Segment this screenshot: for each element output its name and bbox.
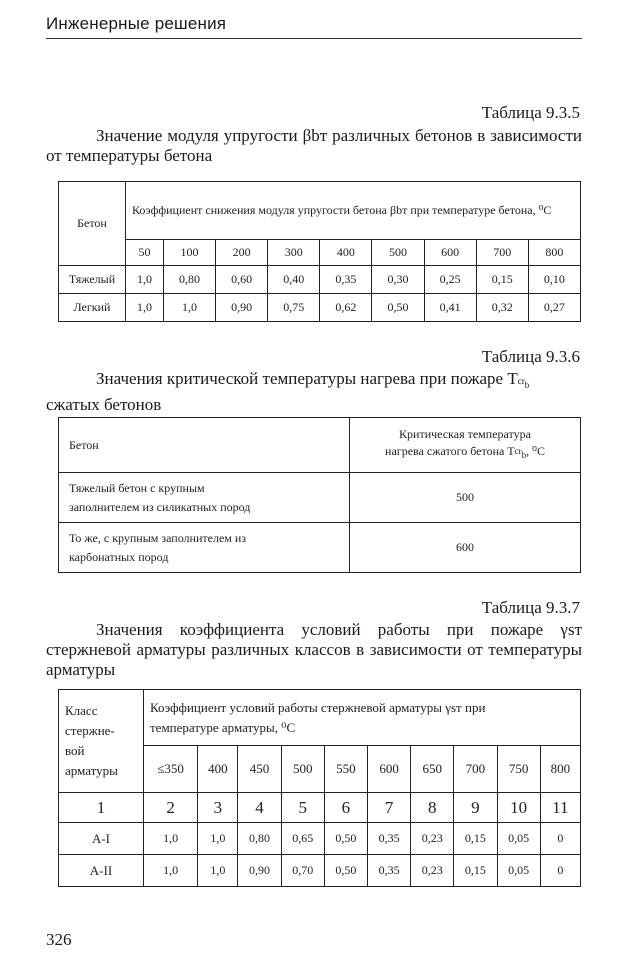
table-9-3-6 bbox=[58, 417, 581, 573]
t1-temp: 800 bbox=[528, 240, 580, 266]
t2-cell: 600 bbox=[350, 523, 581, 573]
t3-cell: 0,70 bbox=[281, 855, 324, 887]
t1-temps-row bbox=[59, 240, 581, 266]
t1-temp: 400 bbox=[320, 240, 372, 266]
t3-cell: 0,65 bbox=[281, 823, 324, 855]
t3-cell: 0,05 bbox=[497, 823, 540, 855]
t3-header-coef bbox=[144, 690, 581, 746]
t3-header-class bbox=[59, 690, 144, 793]
t1-cell: 0,90 bbox=[216, 294, 268, 322]
t1-temp: 100 bbox=[163, 240, 215, 266]
t3-cell: 1,0 bbox=[198, 823, 238, 855]
t3-index: 8 bbox=[411, 793, 454, 823]
t1-temp: 700 bbox=[476, 240, 528, 266]
table3-caption-text: Значения коэффициента условий работы при пожаре γsт стержневой арматуры различных классов в зависимости от температуры арматуры bbox=[46, 620, 582, 679]
t3-temp: ≤350 bbox=[144, 746, 198, 793]
t3-index: 4 bbox=[238, 793, 281, 823]
t3-class-line: арматуры bbox=[65, 763, 118, 778]
t1-cell: 0,62 bbox=[320, 294, 372, 322]
t2-header-temp-line1: Критическая температура bbox=[399, 426, 531, 441]
t3-class-line: Класс bbox=[65, 703, 98, 718]
t1-temp: 50 bbox=[126, 240, 164, 266]
t3-temp: 750 bbox=[497, 746, 540, 793]
t1-cell: 0,15 bbox=[476, 266, 528, 294]
t1-cell: 0,32 bbox=[476, 294, 528, 322]
t3-index: 1 bbox=[59, 793, 144, 823]
t2-header-concrete: Бетон bbox=[59, 418, 350, 473]
t3-index: 3 bbox=[198, 793, 238, 823]
t3-cell: 0 bbox=[540, 823, 580, 855]
t2-row-line1: То же, с крупным заполнителем из bbox=[69, 530, 247, 545]
t3-cell: 0,90 bbox=[238, 855, 281, 887]
t3-class-line: вой bbox=[65, 743, 85, 758]
t3-cell: 0,50 bbox=[324, 823, 367, 855]
table1-caption-text: Значение модуля упругости βbт различных бетонов в зависимости от температуры бетона bbox=[46, 126, 582, 165]
t3-header-coef-line1: Коэффициент условий работы стержневой арматуры γsт при bbox=[150, 699, 486, 715]
t3-index: 7 bbox=[367, 793, 410, 823]
t3-temp: 600 bbox=[367, 746, 410, 793]
t3-temp: 700 bbox=[454, 746, 497, 793]
t2-header-unit: , ⁰С bbox=[526, 443, 545, 458]
t1-cell: 0,27 bbox=[528, 294, 580, 322]
t1-row-name: Легкий bbox=[59, 294, 126, 322]
t3-temp: 800 bbox=[540, 746, 580, 793]
t3-index: 2 bbox=[144, 793, 198, 823]
t3-cell: 0,80 bbox=[238, 823, 281, 855]
t3-temp: 650 bbox=[411, 746, 454, 793]
t1-cell: 0,60 bbox=[216, 266, 268, 294]
t2-row-line1: Тяжелый бетон с крупным bbox=[69, 480, 205, 495]
t1-cell: 0,75 bbox=[268, 294, 320, 322]
table3-caption bbox=[46, 620, 582, 680]
table2-caption-line2: сжатых бетонов bbox=[46, 395, 162, 415]
t1-cell: 0,80 bbox=[163, 266, 215, 294]
t3-cell: 0,35 bbox=[367, 823, 410, 855]
t3-cell: 1,0 bbox=[144, 855, 198, 887]
table2-number: Таблица 9.3.6 bbox=[481, 347, 580, 366]
table-9-3-7 bbox=[58, 689, 581, 887]
t3-cell: 0,15 bbox=[454, 823, 497, 855]
t3-cell: 0,23 bbox=[411, 823, 454, 855]
t3-cell: 0,50 bbox=[324, 855, 367, 887]
t1-temp: 200 bbox=[216, 240, 268, 266]
t2-row-line2: карбонатных пород bbox=[69, 549, 169, 564]
t3-temp: 500 bbox=[281, 746, 324, 793]
table-row bbox=[59, 266, 581, 294]
t3-index: 9 bbox=[454, 793, 497, 823]
t1-temp: 500 bbox=[372, 240, 424, 266]
t3-index: 6 bbox=[324, 793, 367, 823]
table2-caption-text: Значения критической температуры нагрева при пожаре T bbox=[96, 369, 518, 388]
t3-index: 10 bbox=[497, 793, 540, 823]
t3-index: 11 bbox=[540, 793, 580, 823]
t3-cell: 0,05 bbox=[497, 855, 540, 887]
page-number: 326 bbox=[46, 930, 72, 949]
t1-cell: 0,41 bbox=[424, 294, 476, 322]
t2-header-temp-line2: нагрева сжатого бетона T bbox=[385, 443, 515, 458]
table-row bbox=[59, 294, 581, 322]
t1-cell: 0,35 bbox=[320, 266, 372, 294]
t1-temp: 300 bbox=[268, 240, 320, 266]
table1-caption bbox=[46, 126, 582, 166]
t3-index: 5 bbox=[281, 793, 324, 823]
t3-cell: 0 bbox=[540, 855, 580, 887]
table-row bbox=[59, 473, 581, 523]
table3-number: Таблица 9.3.7 bbox=[481, 598, 580, 617]
t3-temp: 450 bbox=[238, 746, 281, 793]
t1-header-concrete: Бетон bbox=[59, 182, 126, 266]
t1-cell: 0,40 bbox=[268, 266, 320, 294]
t3-cell: 1,0 bbox=[198, 855, 238, 887]
t2-header-sub: b bbox=[521, 450, 527, 461]
table1-number: Таблица 9.3.5 bbox=[481, 103, 580, 122]
t1-cell: 1,0 bbox=[163, 294, 215, 322]
t3-cell: 1,0 bbox=[144, 823, 198, 855]
t1-cell: 0,30 bbox=[372, 266, 424, 294]
t3-temp: 550 bbox=[324, 746, 367, 793]
t3-index-row bbox=[59, 793, 581, 823]
t3-cell: 0,23 bbox=[411, 855, 454, 887]
t2-cell: 500 bbox=[350, 473, 581, 523]
t2-row-name bbox=[59, 473, 350, 523]
t1-row-name: Тяжелый bbox=[59, 266, 126, 294]
table2-caption-sub: b bbox=[524, 380, 530, 391]
table-row bbox=[59, 823, 581, 855]
table-row bbox=[59, 855, 581, 887]
t3-row-name: A-II bbox=[59, 855, 144, 887]
t3-header-coef-line2: температуре арматуры, ⁰С bbox=[150, 719, 296, 735]
table-row bbox=[59, 523, 581, 573]
t1-temp: 600 bbox=[424, 240, 476, 266]
t3-row-name: A-I bbox=[59, 823, 144, 855]
t2-row-line2: заполнителем из силикатных пород bbox=[69, 499, 251, 514]
t3-cell: 0,35 bbox=[367, 855, 410, 887]
running-head: Инженерные решения bbox=[46, 14, 582, 39]
table-9-3-5 bbox=[58, 181, 581, 322]
t2-header-temp bbox=[350, 418, 581, 473]
t3-temp: 400 bbox=[198, 746, 238, 793]
t1-cell: 0,25 bbox=[424, 266, 476, 294]
t1-cell: 0,10 bbox=[528, 266, 580, 294]
t1-header-coef: Коэффициент снижения модуля упругости бетона βbт при температуре бетона, ⁰С bbox=[126, 182, 581, 240]
t1-cell: 1,0 bbox=[126, 266, 164, 294]
t1-cell: 0,50 bbox=[372, 294, 424, 322]
t3-class-line: стержне- bbox=[65, 723, 115, 738]
table2-caption bbox=[46, 369, 582, 415]
t3-cell: 0,15 bbox=[454, 855, 497, 887]
t1-cell: 1,0 bbox=[126, 294, 164, 322]
table2-caption-sup: cr bbox=[517, 376, 525, 387]
t2-row-name bbox=[59, 523, 350, 573]
t2-header-sup: cr bbox=[514, 446, 522, 457]
